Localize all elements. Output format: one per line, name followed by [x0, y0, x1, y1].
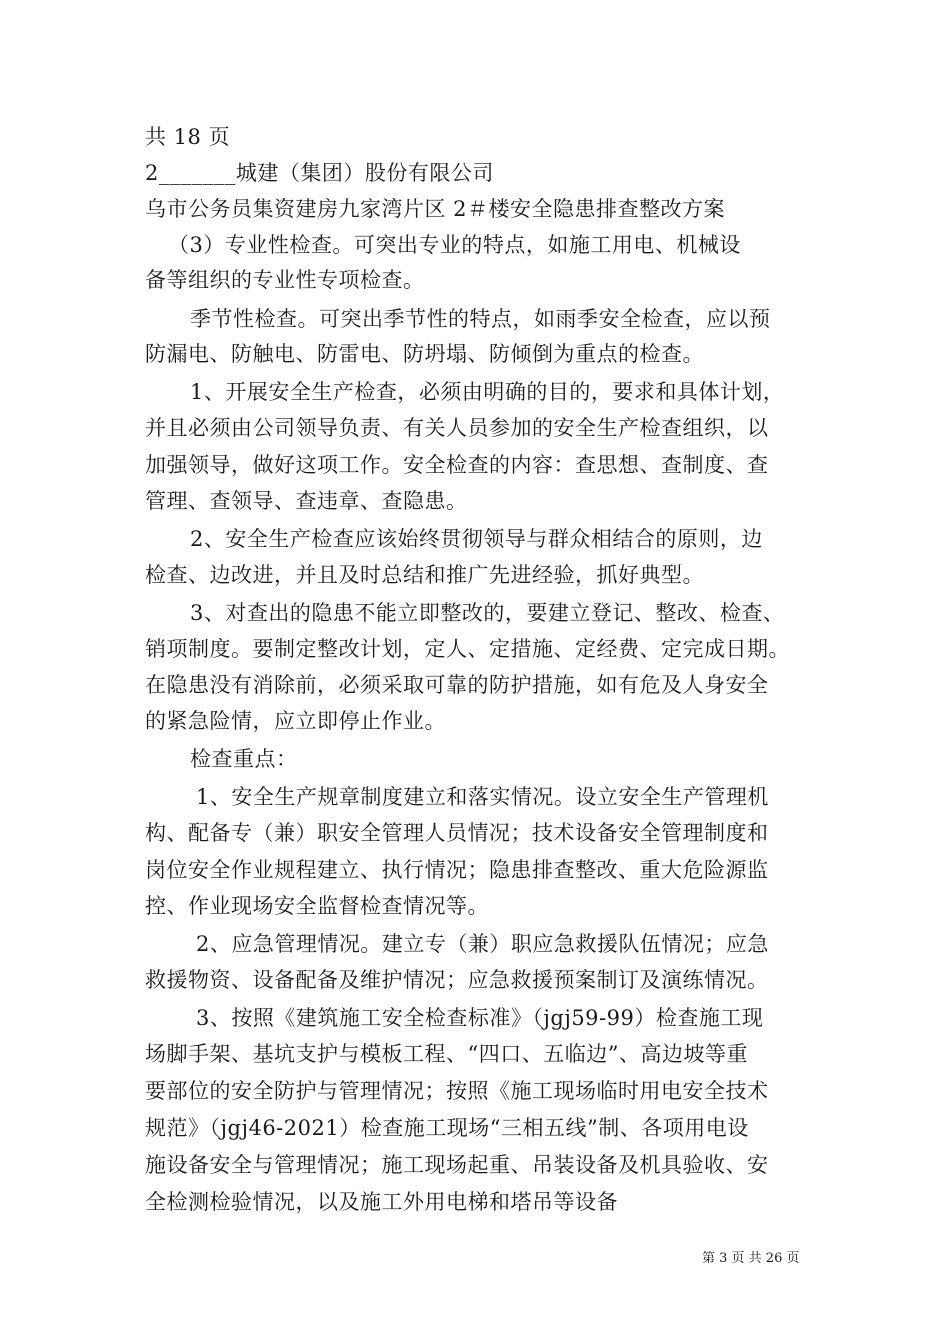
body-line: 并且必须由公司领导负责、有关人员参加的安全生产检查组织，以: [145, 416, 769, 440]
body-line: 控、作业现场安全监督检查情况等。: [145, 894, 489, 918]
body-line: 加强领导，做好这项工作。安全检查的内容：查思想、查制度、查: [145, 453, 769, 477]
body-line: 1、开展安全生产检查，必须由明确的目的，要求和具体计划，: [190, 380, 785, 404]
page-total-text: 共 18 页: [145, 125, 231, 149]
body-line: 的紧急险情，应立即停止作业。: [145, 709, 446, 733]
body-line: 场脚手架、基坑支护与模板工程、“四口、五临边”、高边坡等重: [145, 1042, 748, 1066]
body-line: 全检测检验情况，以及施工外用电梯和塔吊等设备: [145, 1190, 618, 1214]
body-line: 构、配备专（兼）职安全管理人员情况；技术设备安全管理制度和: [145, 821, 769, 845]
body-line: 要部位的安全防护与管理情况；按照《施工现场临时用电安全技术: [145, 1079, 769, 1103]
document-title: 乌市公务员集资建房九家湾片区 2＃楼安全隐患排查整改方案: [145, 197, 726, 221]
body-line: 岗位安全作业规程建立、执行情况；隐患排查整改、重大危险源监: [145, 858, 769, 882]
body-line: 施设备安全与管理情况；施工现场起重、吊装设备及机具验收、安: [145, 1153, 769, 1177]
body-line: （3）专业性检查。可突出专业的特点，如施工用电、机械设: [168, 233, 741, 257]
body-line: 季节性检查。可突出季节性的特点，如雨季安全检查，应以预: [190, 307, 771, 331]
body-line: 2、安全生产检查应该始终贯彻领导与群众相结合的原则，边: [190, 527, 763, 551]
section-heading: 检查重点：: [190, 747, 298, 771]
body-line: 管理、查领导、查违章、查隐患。: [145, 489, 468, 513]
body-line: 在隐患没有消除前，必须采取可靠的防护措施，如有危及人身安全: [145, 673, 769, 697]
body-line: 3、按照《建筑施工安全检查标准》（jgj59-99）检查施工现: [196, 1006, 764, 1030]
body-line: 备等组织的专业性专项检查。: [145, 268, 425, 292]
body-line: 销项制度。要制定整改计划，定人、定措施、定经费、定完成日期。: [145, 637, 790, 661]
body-line: 1、安全生产规章制度建立和落实情况。设立安全生产管理机: [196, 785, 769, 809]
company-name: 2_______城建（集团）股份有限公司: [145, 161, 494, 185]
body-line: 规范》（jgj46-2021）检查施工现场“三相五线”制、各项用电设: [145, 1116, 749, 1140]
body-line: 救援物资、设备配备及维护情况；应急救援预案制订及演练情况。: [145, 968, 769, 992]
page-indicator: 第 3 页 共 26 页: [702, 1251, 800, 1266]
body-line: 检查、边改进，并且及时总结和推广先进经验，抓好典型。: [145, 563, 704, 587]
body-line: 2、应急管理情况。建立专（兼）职应急救援队伍情况；应急: [196, 932, 769, 956]
body-line: 3、对查出的隐患不能立即整改的，要建立登记、整改、检查、: [190, 601, 785, 625]
body-line: 防漏电、防触电、防雷电、防坍塌、防倾倒为重点的检查。: [145, 342, 704, 366]
